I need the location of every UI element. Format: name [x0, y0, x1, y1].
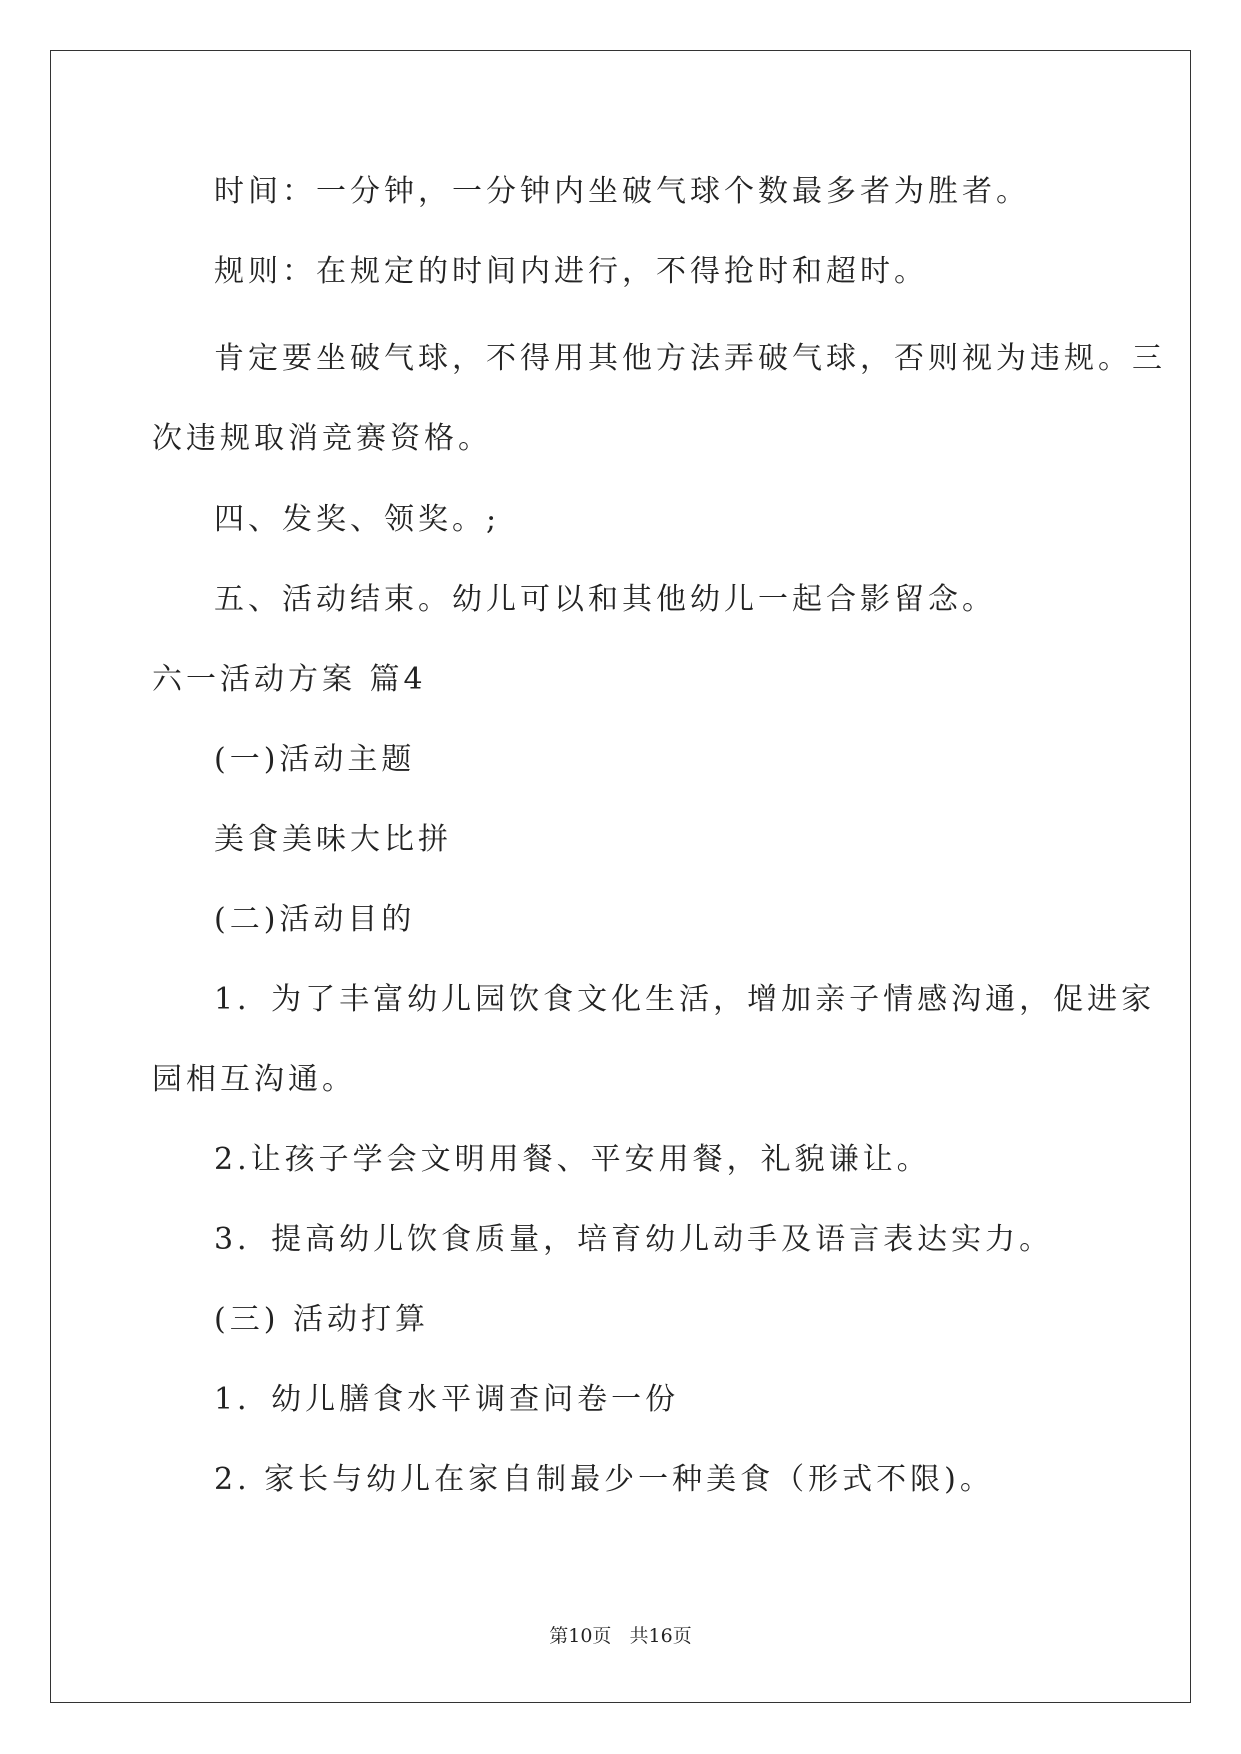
paragraph-line: 1．幼儿膳食水平调查问卷一份	[214, 1382, 680, 1417]
paragraph-line: (一)活动主题	[214, 742, 416, 777]
paragraph-line: 美食美味大比拼	[214, 822, 452, 857]
paragraph-line: 3．提高幼儿饮食质量，培育幼儿动手及语言表达实力。	[214, 1222, 1054, 1257]
paragraph-line: (二)活动目的	[214, 902, 416, 937]
paragraph-line: 时间：一分钟，一分钟内坐破气球个数最多者为胜者。	[214, 174, 1030, 209]
paragraph-line: 规则：在规定的时间内进行，不得抢时和超时。	[214, 254, 928, 289]
paragraph-line: 1．为了丰富幼儿园饮食文化生活，增加亲子情感沟通，促进家	[214, 982, 1156, 1017]
paragraph-line: 肯定要坐破气球，不得用其他方法弄破气球，否则视为违规。三	[214, 341, 1166, 376]
paragraph-line: 2. 家长与幼儿在家自制最少一种美食（形式不限)。	[214, 1462, 994, 1497]
paragraph-line: 次违规取消竞赛资格。	[152, 421, 492, 456]
section-heading: 六一活动方案 篇4	[152, 662, 427, 697]
page-border	[50, 50, 1191, 1703]
paragraph-line: 五、活动结束。幼儿可以和其他幼儿一起合影留念。	[214, 582, 996, 617]
paragraph-line: 2.让孩子学会文明用餐、平安用餐，礼貌谦让。	[214, 1142, 931, 1177]
paragraph-line: (三) 活动打算	[214, 1302, 429, 1337]
paragraph-line: 四、发奖、领奖。;	[214, 502, 501, 537]
page-footer: 第10页 共16页	[549, 1625, 692, 1647]
paragraph-line: 园相互沟通。	[152, 1062, 356, 1097]
